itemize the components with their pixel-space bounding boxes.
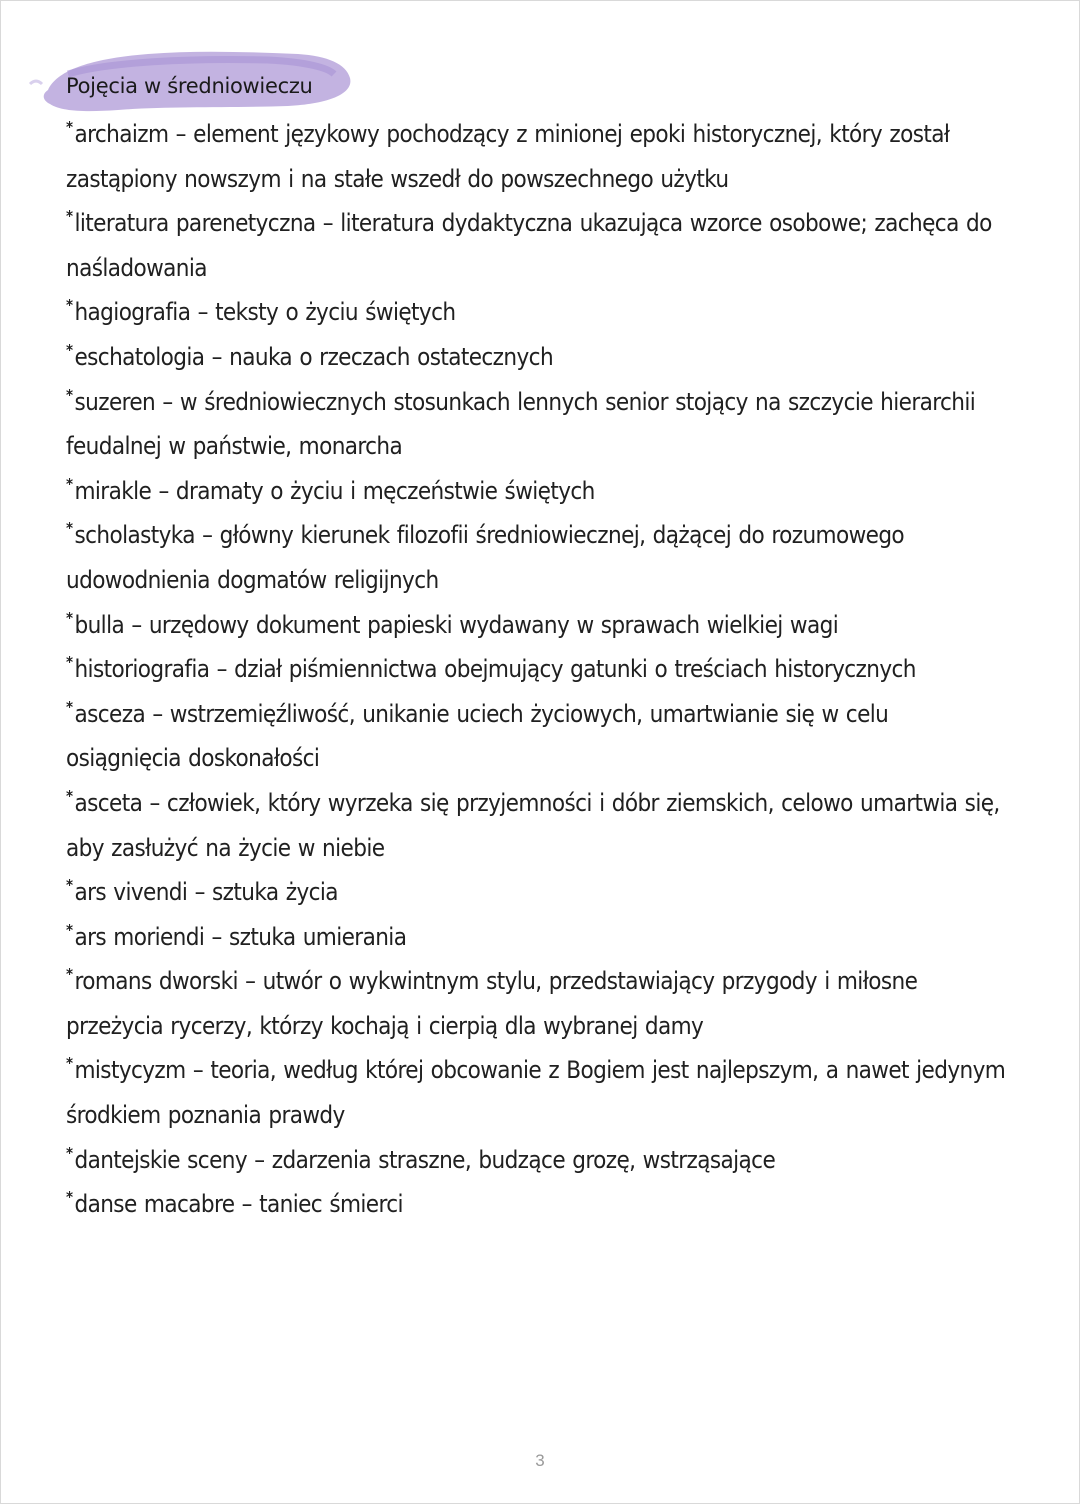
page-number: 3: [535, 1451, 545, 1470]
definition-item: [66, 1048, 1006, 1137]
bullet-asterisk-icon: *: [66, 118, 73, 136]
term-separator: –: [151, 476, 176, 505]
definition-term: asceta: [74, 788, 143, 817]
definition-text: zdarzenia straszne, budzące grozę, wstrząsające: [271, 1145, 776, 1174]
definition-item: [66, 469, 1006, 514]
definition-term: danse macabre: [74, 1190, 235, 1219]
bullet-asterisk-icon: *: [66, 1143, 73, 1162]
definition-term: historiografia: [74, 655, 210, 684]
definition-term: archaizm: [74, 120, 169, 148]
bullet-asterisk-icon: *: [66, 876, 73, 895]
term-separator: –: [155, 387, 180, 416]
definition-item: [66, 647, 1006, 692]
definition-item: [66, 781, 1006, 870]
term-separator: –: [204, 922, 229, 951]
term-separator: –: [209, 655, 235, 684]
definition-item: [66, 112, 1006, 201]
definition-item: [66, 380, 1006, 469]
definition-item: [66, 959, 1006, 1048]
bullet-asterisk-icon: *: [66, 965, 73, 984]
definition-item: [66, 870, 1006, 915]
definition-text: wstrzemięźliwość, unikanie uciech życiowych, umartwianie się w celu osiągnięcia doskonałości: [66, 699, 889, 773]
definition-text: literatura dydaktyczna ukazująca wzorce osobowe; zachęca do naśladowania: [66, 209, 992, 282]
bullet-asterisk-icon: *: [66, 207, 73, 226]
definition-item: [66, 513, 1006, 602]
bullet-asterisk-icon: *: [66, 519, 73, 538]
definition-text: sztuka życia: [212, 878, 338, 907]
definition-item: [66, 290, 1006, 335]
definition-term: scholastyka: [74, 521, 195, 550]
term-separator: –: [204, 342, 230, 371]
definition-term: asceza: [74, 699, 146, 728]
bullet-asterisk-icon: *: [66, 920, 73, 939]
bullet-asterisk-icon: *: [66, 608, 73, 627]
definition-term: ars moriendi: [74, 922, 205, 951]
definition-item: [66, 1182, 1006, 1227]
term-separator: –: [234, 1190, 260, 1219]
definition-text: taniec śmierci: [259, 1190, 403, 1219]
definition-text: główny kierunek filozofii średniowiecznej, dążącej do rozumowego udowodnienia dogmatów religijnych: [66, 521, 905, 594]
definition-item: [66, 692, 1006, 781]
definition-text: teoria, według której obcowanie z Bogiem jest najlepszym, a nawet jedynym środkiem poznania prawdy: [66, 1056, 1006, 1130]
definition-text: element językowy pochodzący z minionej epoki historycznej, który został zastąpiony nowszym i na stałe wszedł do powszechnego użytku: [66, 120, 950, 193]
definition-term: ars vivendi: [74, 878, 188, 907]
term-separator: –: [237, 967, 263, 996]
definition-text: dział piśmiennictwa obejmujący gatunki o treściach historycznych: [234, 655, 916, 684]
term-separator: –: [247, 1145, 272, 1174]
definition-term: mirakle: [74, 476, 152, 505]
definition-term: literatura parenetyczna: [74, 209, 316, 238]
definition-item: [66, 201, 1006, 290]
definition-text: utwór o wykwintnym stylu, przedstawiający przygody i miłosne przeżycia rycerzy, którzy kochają i cierpią dla wybranej damy: [66, 967, 918, 1040]
bullet-asterisk-icon: *: [66, 786, 73, 805]
definition-text: teksty o życiu świętych: [215, 298, 456, 327]
definition-item: [66, 1138, 1006, 1183]
definition-term: hagiografia: [74, 298, 191, 327]
definition-text: nauka o rzeczach ostatecznych: [229, 342, 554, 371]
bullet-asterisk-icon: *: [66, 474, 73, 493]
bullet-asterisk-icon: *: [66, 1054, 73, 1073]
term-separator: –: [185, 1056, 211, 1085]
page-title: Pojęcia w średniowieczu: [66, 74, 313, 98]
definition-item: [66, 915, 1006, 960]
definition-term: suzeren: [74, 387, 156, 416]
definition-term: eschatologia: [74, 342, 205, 371]
term-separator: –: [124, 610, 149, 639]
definition-term: dantejskie sceny: [74, 1145, 248, 1174]
definition-term: bulla: [74, 610, 125, 639]
definition-item: [66, 335, 1006, 380]
definition-term: romans dworski: [74, 967, 238, 996]
bullet-asterisk-icon: *: [66, 1188, 73, 1207]
definition-text: w średniowiecznych stosunkach lennych senior stojący na szczycie hierarchii feudalnej w państwie, monarcha: [66, 387, 976, 461]
definition-text: dramaty o życiu i męczeństwie świętych: [175, 476, 595, 505]
term-separator: –: [315, 209, 341, 238]
definition-item: [66, 603, 1006, 648]
definitions-list: [66, 112, 1006, 1227]
bullet-asterisk-icon: *: [66, 385, 73, 404]
term-separator: –: [168, 120, 194, 148]
term-separator: –: [142, 788, 167, 817]
term-separator: –: [194, 521, 220, 550]
term-separator: –: [187, 878, 213, 907]
definition-term: mistycyzm: [74, 1056, 186, 1085]
definition-text: człowiek, który wyrzeka się przyjemności i dóbr ziemskich, celowo umartwia się, aby zasłużyć na życie w niebie: [66, 788, 1000, 862]
definition-text: urzędowy dokument papieski wydawany w sprawach wielkiej wagi: [148, 610, 839, 639]
bullet-asterisk-icon: *: [66, 296, 73, 315]
bullet-asterisk-icon: *: [66, 653, 73, 672]
term-separator: –: [190, 298, 216, 327]
title-block: [28, 44, 358, 120]
term-separator: –: [145, 699, 170, 728]
bullet-asterisk-icon: *: [66, 697, 73, 716]
bullet-asterisk-icon: *: [66, 340, 73, 359]
definition-text: sztuka umierania: [229, 922, 407, 951]
